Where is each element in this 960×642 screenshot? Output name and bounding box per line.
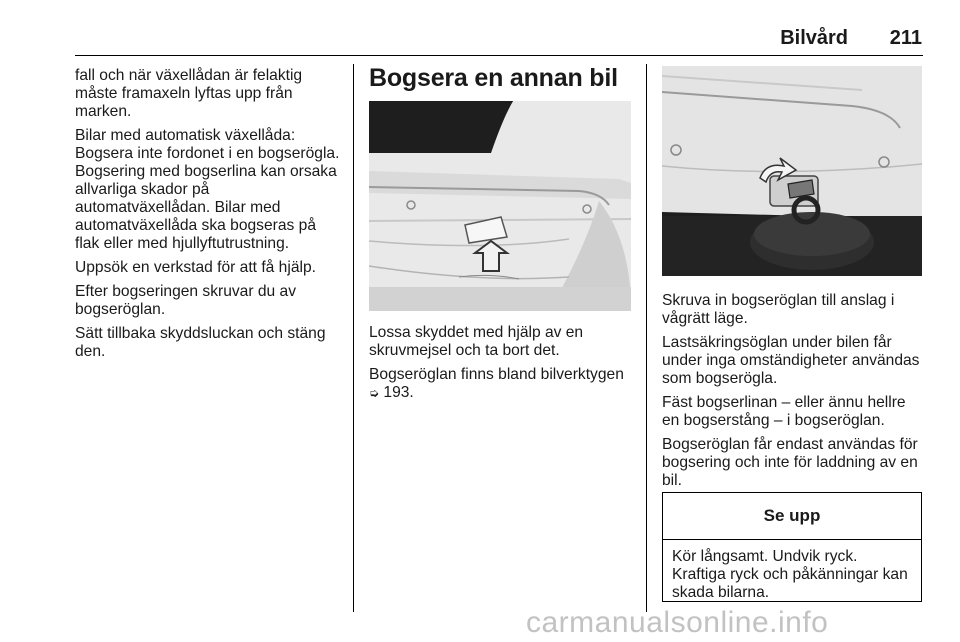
paragraph: Skruva in bogseröglan till anslag i vågrätt läge. (662, 292, 895, 327)
tow-eye-drawing (662, 66, 922, 276)
paragraph: Efter bogseringen skruvar du av bogseröglan. (75, 283, 297, 318)
paragraph: Lastsäkringsöglan under bilen får under inga omständigheter användas som bogserögla. (662, 334, 920, 387)
paragraph: Fäst bogserlinan – eller ännu hellre en bogserstång – i bogseröglan. (662, 394, 906, 429)
paragraph: Sätt tillbaka skyddsluckan och stäng den. (75, 325, 326, 360)
caution-text: Kör långsamt. Undvik ryck. Kraftiga ryck och påkänningar kan skada bilarna. (672, 548, 908, 601)
rear-bumper-cover-illustration (369, 101, 631, 311)
column-divider-left (353, 64, 354, 612)
paragraph: Lossa skyddet med hjälp av en skruvmejsel och ta bort det. (369, 324, 584, 359)
paragraph (369, 366, 635, 402)
middle-column (369, 324, 635, 402)
page-reference-link[interactable]: 193. (383, 384, 414, 401)
left-column (75, 67, 341, 367)
caution-box (662, 492, 922, 602)
tow-eye-installed-illustration (662, 66, 922, 276)
section-title: Bogsera en annan bil (369, 64, 618, 92)
paragraph-text: Bogseröglan finns bland bilverktygen (369, 366, 624, 383)
right-column (662, 292, 926, 496)
paragraph: Uppsök en verkstad för att få hjälp. (75, 259, 316, 276)
column-divider-right (646, 64, 647, 612)
chapter-title: Bilvård (780, 27, 848, 49)
header-rule (75, 55, 923, 56)
page-number: 211 (889, 27, 922, 49)
rear-bumper-cover-drawing (369, 101, 631, 311)
page-reference-arrow-icon: ➭ (369, 386, 380, 400)
paragraph: Bogseröglan får endast användas för bogsering och inte för laddning av en bil. (662, 436, 918, 489)
caution-title: Se upp (663, 493, 921, 540)
paragraph: fall och när växellådan är felaktig måste framaxeln lyftas upp från marken. (75, 67, 303, 120)
watermark: carmanualsonline.info (526, 606, 829, 639)
paragraph: Bilar med automatisk växellåda: Bogsera inte fordonet i en bogserögla. Bogsering med bogserlina kan orsaka allvarliga skador på automatväxellådan. Bilar med automatväxellåda ska bogseras på flak eller med hjullyftutrustning. (75, 127, 340, 252)
